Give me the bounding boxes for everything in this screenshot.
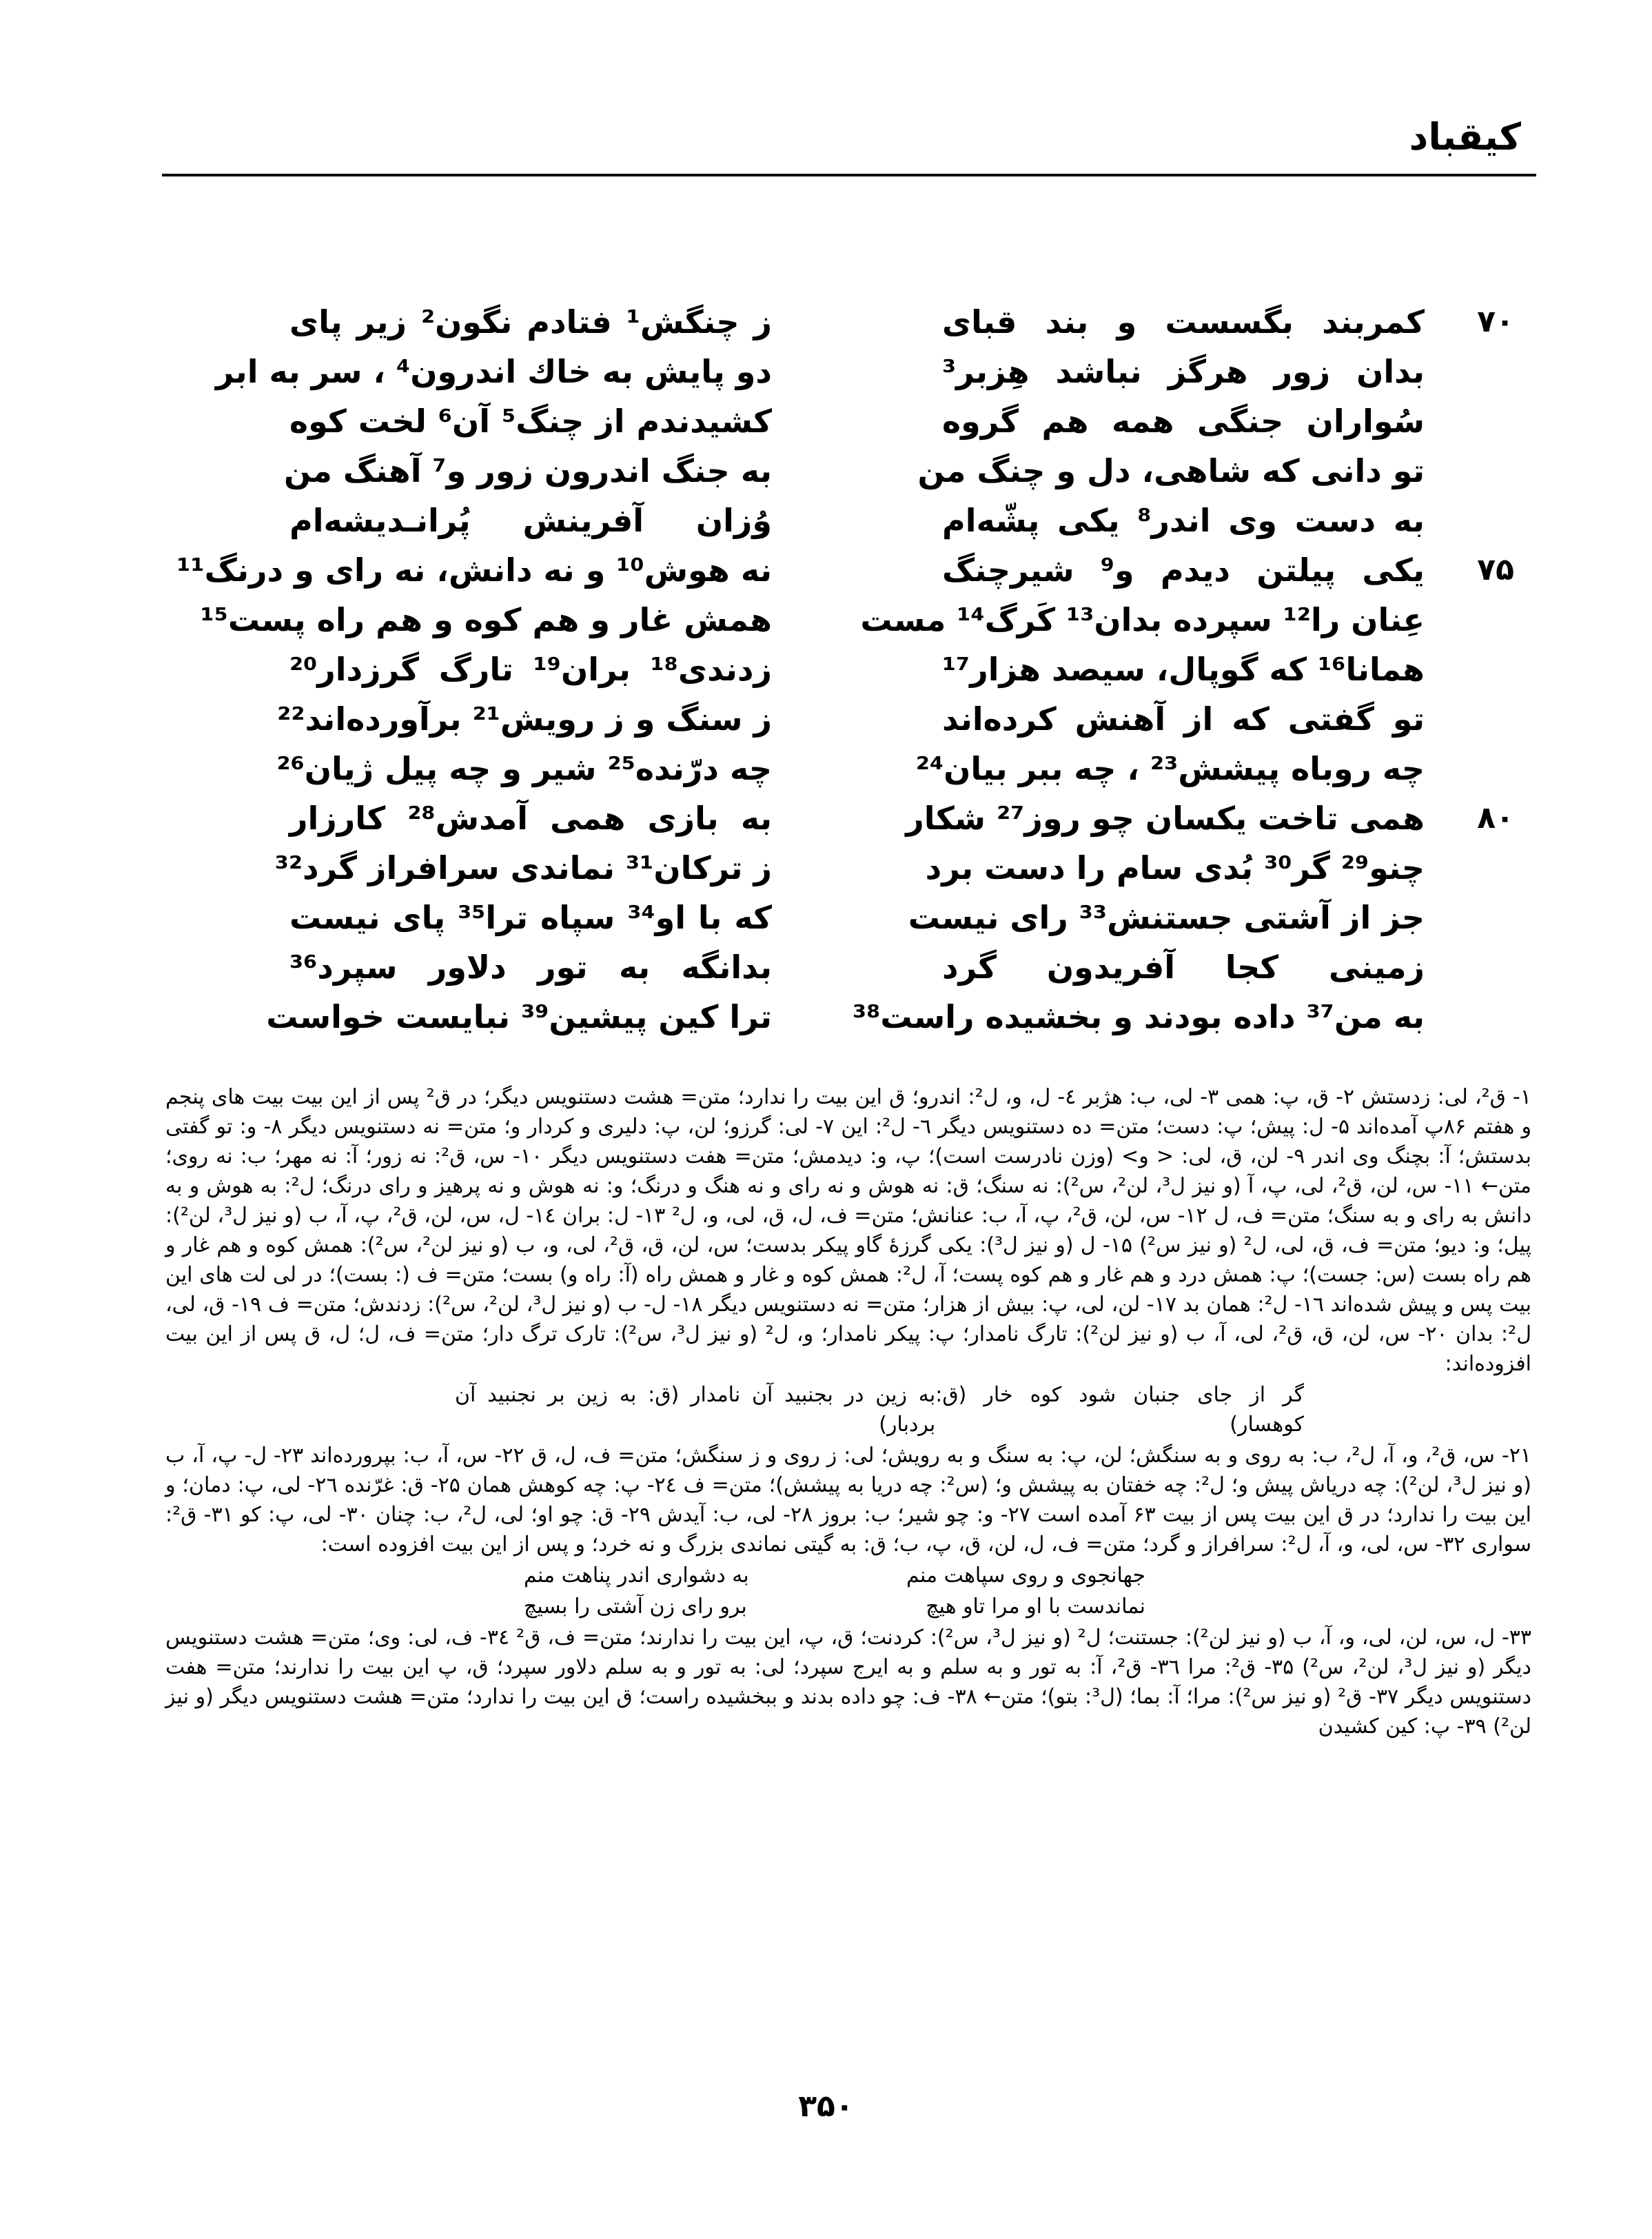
first-hemistich: کمربند بگسست و بند قبای [942,303,1425,341]
first-hemistich: چنو²⁹ گر³⁰ بُدی سام را دست برد [925,849,1425,887]
second-hemistich: چه درّنده²⁵ شیر و چه پیل ژیان²⁶ [276,750,772,787]
couplet-row [207,445,1514,496]
first-hemistich: تو دانی که شاهی، دل و چنگ من [917,452,1425,489]
page-number: ۳۵۰ [798,2089,854,2124]
couplet-row [207,842,1514,893]
first-hemistich: زمینی کجا آفریدون گرد [942,949,1425,986]
second-hemistich: دو پایش به خاك اندرون⁴ ، سر به ابر [215,353,772,390]
added-verse-2b [165,1592,1531,1621]
footnote-block-2: ۲۱- س، ق²، و، آ، ل²، ب: به روی و به سنگش؛ لن، پ: به سنگ و به رویش؛ لی: ز روی و ز سنگش؛ متن= ف، ل، ق ۲۲- س، آ، ب: بپرورده‌اند ۲۳- ل- پ، آ، ب (و نیز ل³، لن²): چه دریاش پیش و؛ ل²: چه خفتان به پیشش و؛ (س²: چه دریا به پیشش)؛ متن= ف ٢٤- پ: چه کوهش همان ۲۵- ق: غرّنده ۲٦- لی، پ: دمان؛ و این بیت را ندارد؛ در ق این بیت پس از بیت ۶۳ آمده است ۲۷- و: چو شیر؛ ب: بروز ۲۸- لی، ب: آیدش ۲۹- ق: چو او؛ لی، ل²، ب: چنان ۳۰- لی، پ: کو ۳۱- ق²: سواری ۳۲- س، لی، و، آ، ل²: سرافراز و گرد؛ متن= ف، ل، لن، ق، پ، ب؛ ق: به گیتی نماندی بزرگ و نه خرد؛ و پس از این بیت افزوده است: [165,1443,1532,1557]
couplet-row [176,545,1514,596]
first-hemistich: بدان زور هرگز نباشد هِزبر³ [942,353,1425,390]
couplet-row [207,793,1514,844]
first-hemistich: یکی پیلتن دیدم و⁹ شیرچنگ [942,551,1425,589]
second-hemistich: وُزان آفرینش پُرانـدیشه‌ام [289,502,772,539]
verse-number: ۸۰ [1477,800,1514,835]
couplet-row [207,693,1514,744]
second-hemistich: همش غار و هم کوه و هم راه پست¹⁵ [200,601,772,638]
couplet-row [207,396,1514,447]
added-verse-2a [165,1561,1531,1590]
couplet-row [207,991,1514,1042]
first-hemistich: جز از آشتی جستنش³³ رای نیست [908,899,1425,936]
couplet-row [207,346,1514,397]
poem-couplets [176,296,1514,1055]
second-hemistich: ز ترکان³¹ نماندی سرافراز گرد³² [274,849,772,887]
footnote-block-3: ۳۳- ل، س، لن، لی، و، آ، ب (و نیز لن²): جستنت؛ ل² (و نیز ل³، س²): کردنت؛ ق، پ، این بیت را ندارند؛ متن= ف، ق² ٣٤- ف، لی: وی؛ متن= هشت دستنویس دیگر (و نیز ل³، لن²، س²) ۳۵- ق²: مرا ۳٦- ق²، آ: به تور و به سلم و به ایرج سپرد؛ لی: به تور و به سلم دلاور سپرد؛ ق، پ این بیت را ندارند؛ متن= هفت دستنویس دیگر ۳۷- ق² (و نیز س²): مرا؛ آ: بما؛ (ل³: بتو)؛ متن← ۳۸- ف: چو داده بدند و ببخشیده راست؛ ق این بیت را ندارد؛ متن= هشت دستنویس دیگر (و نیز لن²) ۳۹- پ: کین کشیدن [165,1625,1532,1739]
added-verse-second-hemistich: برو رای زن آشتی را بسیچ [524,1594,747,1619]
first-hemistich: چه روباه پیشش²³ ، چه ببر بیان²⁴ [915,750,1425,787]
first-hemistich: همانا¹⁶ که گوپال، سیصد هزار¹⁷ [941,651,1425,688]
second-hemistich: به بازی همی آمدش²⁸ کارزار [289,800,772,837]
second-hemistich: که با او³⁴ سپاه ترا³⁵ پای نیست [289,899,772,936]
added-verse-second-hemistich: به زین در بجنبید آن نامدار (ق: به زین بر نجنبید آن بردبار) [455,1383,936,1437]
footnote-block-1: ۱- ق²، لی: زدستش ۲- ق، پ: همی ۳- لی، ب: هژبر ٤- ل، و، ل²: اندرو؛ ق این بیت را ندارد؛ متن= هشت دستنویس دیگر؛ در ق² پس از این بیت بیت های پنجم و هفتم ۸۶پ آمده‌اند ۵- ل: پیش؛ پ: دست؛ متن= ده دستنویس دیگر ٦- ل²: این ۷- لی: گرزو؛ لن، پ: دلیری و کردار و؛ متن= نه دستنویس دیگر ۸- و: تو گفتی بدستش؛ آ: بچنگ وی اندر ۹- لن، ق، لی: < و> (وزن نادرست است)؛ پ، و: دیدمش؛ متن= هفت دستنویس دیگر ۱۰- س، ق²: نه زور؛ آ: نه مهر؛ ب: نه روی؛ متن← ۱۱- س، لن، ق²، لی، پ، آ (و نیز ل³، لن²، س²): نه سنگ؛ ق: نه هوش و نه رای و نه هنگ و درنگ؛ و: نه هوش و نه پرهیز و رای درنگ؛ ل²: به هوش و به دانش به رای و به سنگ؛ متن= ف، ل ۱۲- س، لن، ق²، پ، آ، ب: عنانش؛ متن= ف، ل، ق، لی، و، ل² ۱۳- ل: بران ١٤- ل، س، لن، ق²، پ، آ، ب (و نیز ل³، لن²): پیل؛ و: دیو؛ متن= ف، ق، لی، ل² (و نیز س²) ۱۵- ل (و نیز ل³): یکی گرزهٔ گاو پیکر بدست؛ س، لن، ق، ق²، لی، و، ب (و نیز لن²، س²): همش کوه و هم غار و هم راه بست (س: جست)؛ پ: همش درد و هم غار و هم کوه پست؛ آ، ل²: همش کوه و غار و همش راه (آ: راه و) بست؛ متن= ف (: بست)؛ در لی لت های این بیت پس و پیش شده‌اند ۱٦- ل²: همان بد ۱۷- لن، لی، پ: بیش از هزار؛ متن= نه دستنویس دیگر ۱۸- ل- ب (و نیز ل³، لن²، س²): زدندش؛ متن= ف ۱۹- ق، لی، ل²: بدان ۲۰- س، لن، ق، ق²، لی، آ، ب (و نیز لن²): تارگ نامدار؛ پ: پیکر نامدار؛ و، ل² (و نیز ل³، س²): تارک ترگ دار؛ متن= ف، ل؛ ل، ق پس از این بیت افزوده‌اند: [165,1085,1532,1376]
header-rule [162,174,1536,176]
second-hemistich: ترا کین پیشین³⁹ نبایست خواست [266,998,772,1035]
added-verse-first-hemistich: نماندست با او مرا تاو هیچ [926,1594,1145,1619]
added-verse-second-hemistich: به دشواری اندر پناهت منم [524,1563,749,1588]
first-hemistich: عِنان را¹² سپرده بدان¹³ کَرگ¹⁴ مست [860,601,1425,638]
couplet-row [207,495,1514,546]
couplet-row [207,743,1514,794]
second-hemistich: بدانگه به تور دلاور سپرد³⁶ [289,949,772,986]
second-hemistich: نه هوش¹⁰ و نه دانش، نه رای و درنگ¹¹ [176,551,772,589]
second-hemistich: به جنگ اندرون زور و⁷ آهنگ من [284,452,772,489]
couplet-row [207,942,1514,993]
second-hemistich: زدندی¹⁸ بران¹⁹ تارگ گرزدار²⁰ [289,651,772,688]
first-hemistich: سُواران جنگی همه هم گروه [942,403,1425,440]
couplet-row [207,892,1514,943]
added-verse-1 [165,1380,1531,1439]
first-hemistich: به من³⁷ داده بودند و بخشیده راست³⁸ [853,998,1425,1035]
running-header-title: کیقباد [1409,115,1521,159]
couplet-row [207,644,1514,695]
added-verse-first-hemistich: گر از جای جنبان شود کوه خار (ق: کوهسار) [935,1383,1304,1437]
second-hemistich: ز چنگش¹ فتادم نگون² زیر پای [289,303,773,341]
verse-number: ۷۵ [1477,552,1514,587]
first-hemistich: به دست وی اندر⁸ یکی پشّه‌ام [942,502,1425,539]
second-hemistich: ز سنگ و ز رویش²¹ برآورده‌اند²² [277,700,772,738]
first-hemistich: تو گفتی که از آهنش کرده‌اند [942,700,1425,738]
first-hemistich: همی تاخت یکسان چو روز²⁷ شکار [906,800,1425,837]
couplet-row [207,296,1514,347]
critical-apparatus-footnotes [165,1082,1531,1741]
couplet-row [200,594,1514,645]
verse-number: ۷۰ [1477,304,1514,339]
added-verse-first-hemistich: جهانجوی و روی سپاهت منم [906,1563,1145,1588]
second-hemistich: کشیدندم از چنگ⁵ آن⁶ لخت کوه [289,403,773,440]
